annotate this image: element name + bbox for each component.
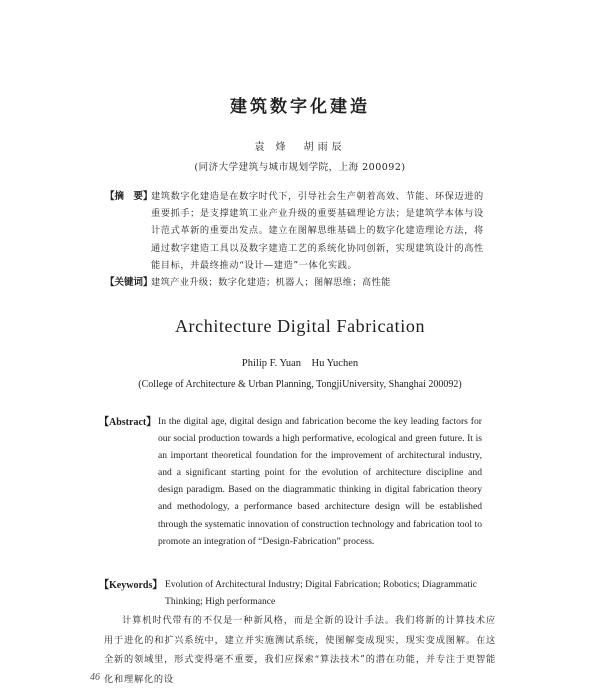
- english-abstract-label: 【Abstract】: [99, 417, 157, 428]
- chinese-affiliation: (同济大学建筑与城市规划学院，上海 200092): [194, 162, 406, 173]
- chinese-keywords-text: 建筑产业升级；数字化建造；机器人；图解思维；高性能: [151, 277, 391, 288]
- english-keywords-text: Evolution of Architectural Industry; Digital Fabrication; Robotics; Diagrammatic Thinking; High performance: [165, 579, 477, 607]
- english-authors: Philip F. Yuan Hu Yuchen: [241, 358, 359, 369]
- page-number: 46: [90, 672, 100, 683]
- english-keywords-label: 【Keywords】: [99, 580, 163, 591]
- chinese-authors: 袁 烽 胡雨辰: [254, 142, 346, 153]
- english-abstract-text: In the digital age, digital design and fabrication become the key leading factors for our social production towards a high performative, ecological and green future. It is an important theoretical foundation for the improvement of architectural industry, and a significant starting point for the evolution of architecture discipline and design paradigm. Based on the diagrammatic thinking in digital fabrication theory and methodology, a performance based architecture design will be established through the systematic innovation of construction technology and fabrication tool to promote an integration of “Design-Fabrication” process.: [158, 416, 482, 547]
- english-affiliation: (College of Architecture & Urban Planning, TongjiUniversity, Shanghai 200092): [138, 379, 462, 390]
- chinese-abstract-label: 【摘 要】: [105, 191, 153, 202]
- english-title: Architecture Digital Fabrication: [174, 316, 426, 336]
- chinese-abstract-text: 建筑数字化建造是在数字时代下，引导社会生产朝着高效、节能、环保迈进的重要抓手；是支撑建筑工业产业升级的重要基础理论方法；是建筑学本体与设计范式革新的重要出发点。建立在图解思维基础上的数字化建造理论方法，将通过数字建造工具以及数字建造工艺的系统化协同创新，实现建筑设计的高性能目标，并最终推动“设计—建造”一体化实践。: [151, 191, 484, 271]
- body-paragraph: 计算机时代带有的不仅是一种新风格，而是全新的设计手法。我们将新的计算技术应用于进化的和扩兴系统中，建立并实施测试系统，使图解变成现实，现实变成图解。在这全新的领域里，形式变得毫不重要，我们应探索“算法技术”的潜在功能，并专注于更智能化和理解化的设: [104, 615, 496, 685]
- chinese-title: 建筑数字化建造: [230, 97, 370, 117]
- chinese-keywords-label: 【关键词】: [105, 277, 153, 288]
